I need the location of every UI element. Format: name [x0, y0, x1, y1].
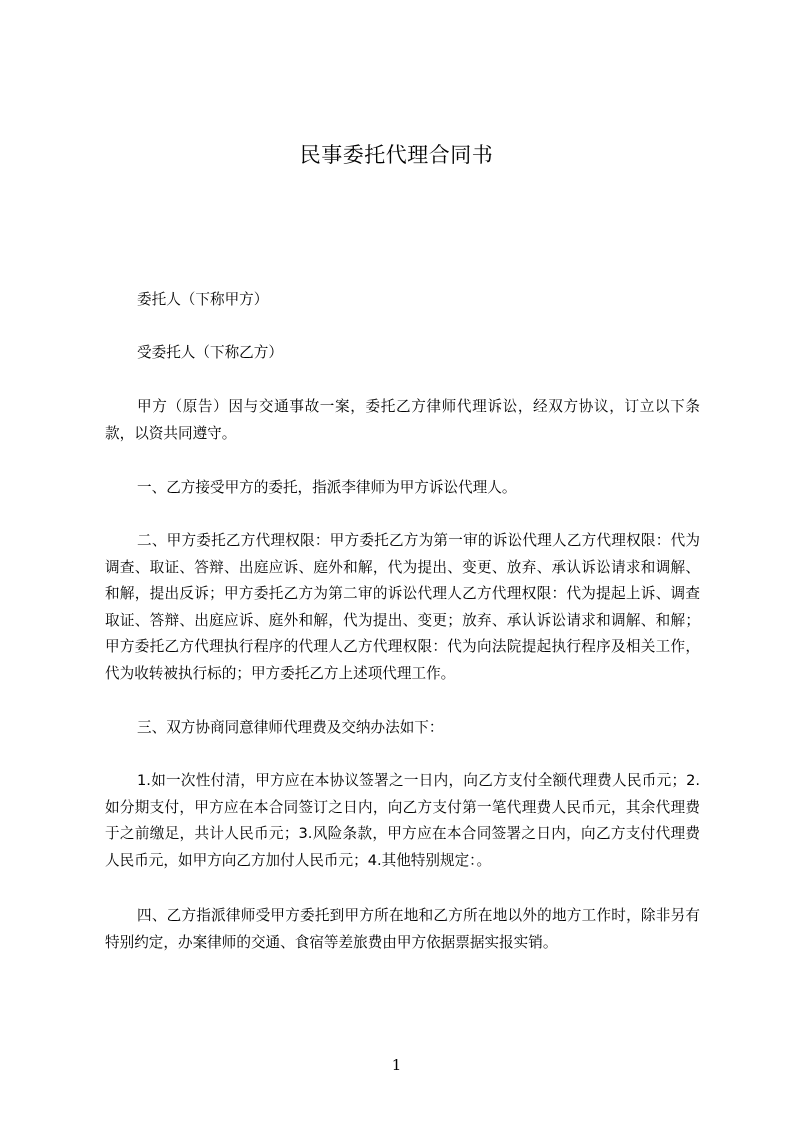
paragraph-fee-terms: 1.如一次性付清，甲方应在本协议签署之一日内，向乙方支付全额代理费人民币元；2.如分期支付，甲方应在本合同签订之日内，向乙方支付第一笔代理费人民币元，其余代理费于之前缴足，共计人民币元；3.风险条款，甲方应在本合同签署之日内，向乙方支付代理费人民币元，如甲方向乙方加付人民币元；4.其他特别规定：。 — [105, 772, 700, 869]
paragraph-clause-4: 四、乙方指派律师受甲方委托到甲方所在地和乙方所在地以外的地方工作时，除非另有特别约定，办案律师的交通、食宿等差旅费由甲方依据票据实报实销。 — [105, 907, 700, 951]
paragraph-clause-3: 三、双方协商同意律师代理费及交纳办法如下： — [137, 719, 444, 736]
paragraph-clause-2: 二、甲方委托乙方代理权限：甲方委托乙方为第一审的诉讼代理人乙方代理权限：代为调查、取证、答辩、出庭应诉、庭外和解，代为提出、变更、放弃、承认诉讼请求和调解、和解，提出反诉；甲方委托乙方为第二审的诉讼代理人乙方代理权限：代为提起上诉、调查取证、答辩、出庭应诉、庭外和解，代为提出、变更；放弃、承认诉讼请求和调解、和解；甲方委托乙方代理执行程序的代理人乙方代理权限：代为向法院提起执行程序及相关工作，代为收转被执行标的；甲方委托乙方上述项代理工作。 — [105, 532, 700, 682]
paragraph-principal: 委托人（下称甲方） — [137, 291, 269, 308]
document-title: 民事委托代理合同书 — [299, 143, 494, 167]
paragraph-agent: 受委托人（下称乙方） — [137, 344, 283, 361]
page-number: 1 — [391, 1056, 402, 1074]
paragraph-preamble: 甲方（原告）因与交通事故一案，委托乙方律师代理诉讼，经双方协议，订立以下条款，以资共同遵守。 — [105, 398, 700, 442]
paragraph-clause-1: 一、乙方接受甲方的委托，指派李律师为甲方诉讼代理人。 — [137, 479, 517, 496]
